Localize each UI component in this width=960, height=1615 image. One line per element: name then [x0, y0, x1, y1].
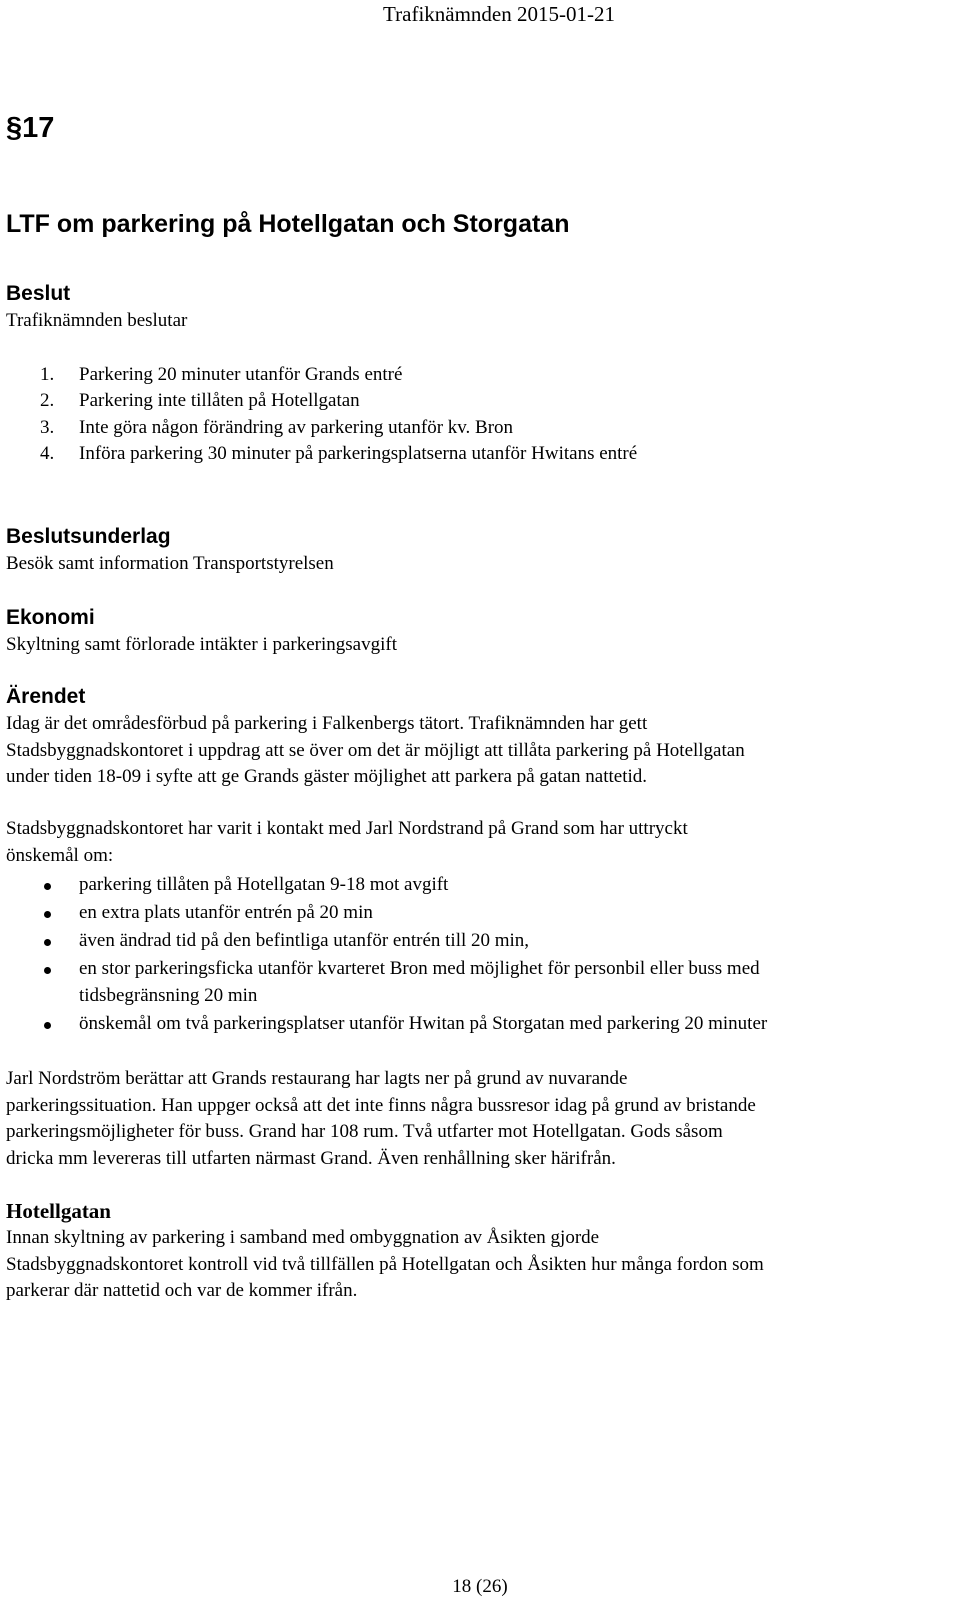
contact-paragraph [6, 816, 946, 869]
list-item [6, 388, 946, 415]
list-item-number: 2. [40, 390, 55, 411]
page-title: LTF om parkering på Hotellgatan och Storgatan [6, 210, 570, 238]
section-ekonomi [6, 604, 946, 659]
heading-ekonomi: Ekonomi [6, 606, 95, 629]
list-item-text: önskemål om två parkeringsplatser utanför Hwitan på Storgatan med parkering 20 minuter [79, 1012, 768, 1034]
header-date-line: Trafiknämnden 2015-01-21 [383, 2, 615, 26]
followup-paragraph [6, 1066, 946, 1172]
list-item-text: en extra plats utanför entrén på 20 min [79, 902, 373, 923]
list-item-text: en stor parkeringsficka utanför kvarteret Bron med möjlighet för personbil eller buss med [79, 958, 760, 979]
text-line: parkeringsmöjligheter för buss. Grand har 108 rum. Två utfarter mot Hotellgatan. Gods såsom [6, 1121, 723, 1142]
list-item-number: 1. [40, 363, 55, 385]
heading-beslutsunderlag: Beslutsunderlag [6, 525, 171, 548]
text-line: Stadsbyggnadskontoret i uppdrag att se över om det är möjligt att tillåta parkering på Hotellgatan [6, 739, 745, 761]
page-number: 18 (26) [452, 1576, 508, 1597]
list-item [6, 1011, 946, 1038]
list-item [6, 872, 946, 899]
list-item-text-continued: tidsbegränsning 20 min [79, 984, 258, 1006]
paragraph-number: §17 [6, 112, 55, 144]
list-item [6, 900, 946, 927]
section-hotellgatan [6, 1198, 946, 1305]
text-line: Innan skyltning av parkering i samband med ombyggnation av Åsikten gjorde [6, 1227, 600, 1248]
list-item-text: Parkering 20 minuter utanför Grands entré [79, 363, 403, 385]
heading-arendet: Ärendet [6, 685, 86, 708]
text-line: parkeringssituation. Han uppger också att det inte finns några bussresor idag på grund av bristande [6, 1094, 756, 1116]
text-line: dricka mm levereras till utfarten närmast Grand. Även renhållning sker härifrån. [6, 1147, 616, 1169]
list-item [6, 956, 946, 1009]
bullet-icon [44, 967, 51, 974]
text-line: parkerar där nattetid och var de kommer ifrån. [6, 1280, 358, 1301]
heading-beslut: Beslut [6, 282, 71, 305]
list-item [6, 415, 946, 442]
list-item-number: 3. [40, 416, 55, 438]
list-item [6, 362, 946, 389]
bullet-icon [44, 883, 51, 890]
bullet-icon [44, 939, 51, 946]
ekonomi-text: Skyltning samt förlorade intäkter i parkeringsavgift [6, 634, 397, 655]
text-line: under tiden 18-09 i syfte att ge Grands gäster möjlighet att parkera på gatan nattetid. [6, 766, 648, 787]
beslut-intro: Trafiknämnden beslutar [6, 310, 188, 331]
text-line: Stadsbyggnadskontoret har varit i kontakt med Jarl Nordstrand på Grand som har uttryckt [6, 818, 688, 839]
list-item-number: 4. [40, 443, 55, 464]
text-line: önskemål om: [6, 844, 114, 866]
section-arendet [6, 683, 946, 791]
hotellgatan-paragraph [6, 1225, 946, 1305]
list-item-text: även ändrad tid på den befintliga utanför entrén till 20 min, [79, 930, 530, 951]
text-line: Idag är det områdesförbud på parkering i Falkenbergs tätort. Trafiknämnden har gett [6, 713, 648, 734]
section-beslut [6, 280, 946, 468]
section-beslutsunderlag [6, 523, 946, 578]
beslut-list [6, 362, 946, 468]
bullet-icon [44, 911, 51, 918]
text-line: Stadsbyggnadskontoret kontroll vid två tillfällen på Hotellgatan och Åsikten hur många fordon som [6, 1253, 764, 1275]
text-line: Jarl Nordström berättar att Grands restaurang har lagts ner på grund av nuvarande [6, 1068, 628, 1089]
list-item-text: Införa parkering 30 minuter på parkeringsplatserna utanför Hwitans entré [79, 443, 638, 464]
list-item-text: parkering tillåten på Hotellgatan 9-18 mot avgift [79, 874, 449, 895]
heading-hotellgatan: Hotellgatan [6, 1199, 111, 1223]
wish-list [6, 872, 946, 1039]
list-item-text: Parkering inte tillåten på Hotellgatan [79, 390, 360, 411]
beslutsunderlag-text: Besök samt information Transportstyrelsen [6, 553, 334, 574]
list-item [6, 928, 946, 955]
list-item-text: Inte göra någon förändring av parkering utanför kv. Bron [79, 416, 514, 438]
arendet-paragraph [6, 711, 946, 791]
bullet-icon [44, 1022, 51, 1029]
list-item [6, 441, 946, 468]
